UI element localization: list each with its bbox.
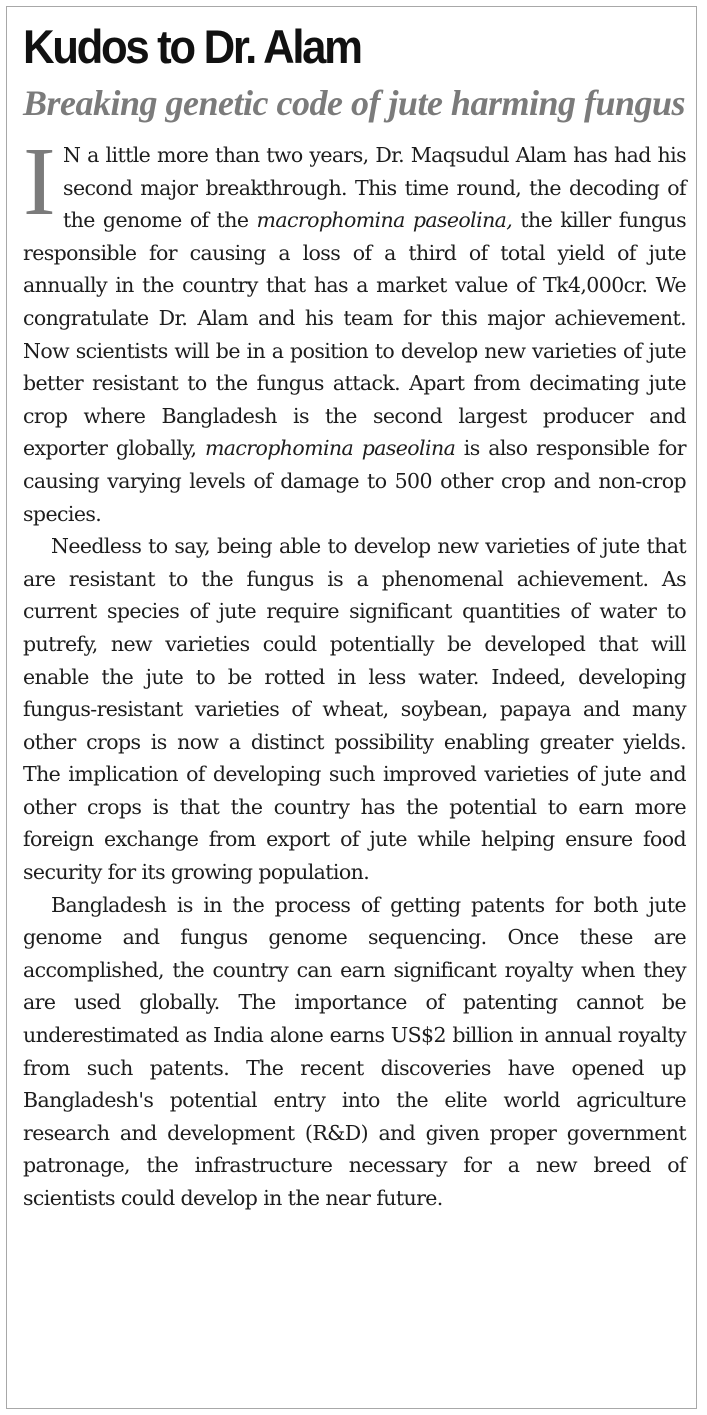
headline: Kudos to Dr. Alam [23, 20, 361, 73]
paragraph-1 [23, 128, 687, 530]
paragraph-2: Needless to say, being able to develop new varieties of jute that are resistant to the fungus is a phenomenal achievement. As current species of jute require significant quantities of water to putrefy, new varieties could potentially be developed that will enable the jute to be rotted in less water. Indeed, developing fungus-resistant varieties of wheat, soybean, papaya and many other crops is now a distinct possibility enabling greater yields. The implication of developing such improved varieties of jute and other crops is that the country has the potential to earn more foreign exchange from export of jute while helping ensure food security for its growing population. [23, 534, 686, 885]
article-content [23, 19, 686, 1215]
paragraph-3: Bangladesh is in the process of getting patents for both jute genome and fungus genome sequencing. Once these are accomplished, the country can earn significant royalty when they are used globally. The importance of patenting cannot be underestimated as India alone earns US$2 billion in annual royalty from such patents. The recent discoveries have opened up Bangladesh's potential entry into the elite world agriculture research and development (R&D) and given proper government patronage, the infrastructure necessary for a new breed of scientists could develop in the near future. [23, 892, 686, 1210]
species-name-1: macrophomina paseolina, [256, 208, 513, 233]
species-name-2: macrophomina paseolina [204, 436, 456, 461]
article-body [23, 128, 687, 1215]
paragraph-1-text-a: N a little more than two years, Dr. Maqsudul Alam has had his second major breakthrough. This time round, the decoding of the genome of the [63, 143, 686, 233]
paragraph-1-text-c: is also responsible for causing varying levels of damage to 500 other crop and non-crop species. [23, 436, 686, 526]
subheadline: Breaking genetic code of jute harming fungus [23, 83, 686, 123]
article-frame [6, 6, 697, 1409]
drop-cap: I [23, 128, 56, 236]
paragraph-1-text-b: the killer fungus responsible for causing a loss of a third of total yield of jute annually in the country that has a market value of Tk4,000cr. We congratulate Dr. Alam and his team for this major achievement. Now scientists will be in a position to develop new varieties of jute better resistant to the fungus attack. Apart from decimating jute crop where Bangladesh is the second largest producer and exporter globally, [23, 208, 687, 461]
